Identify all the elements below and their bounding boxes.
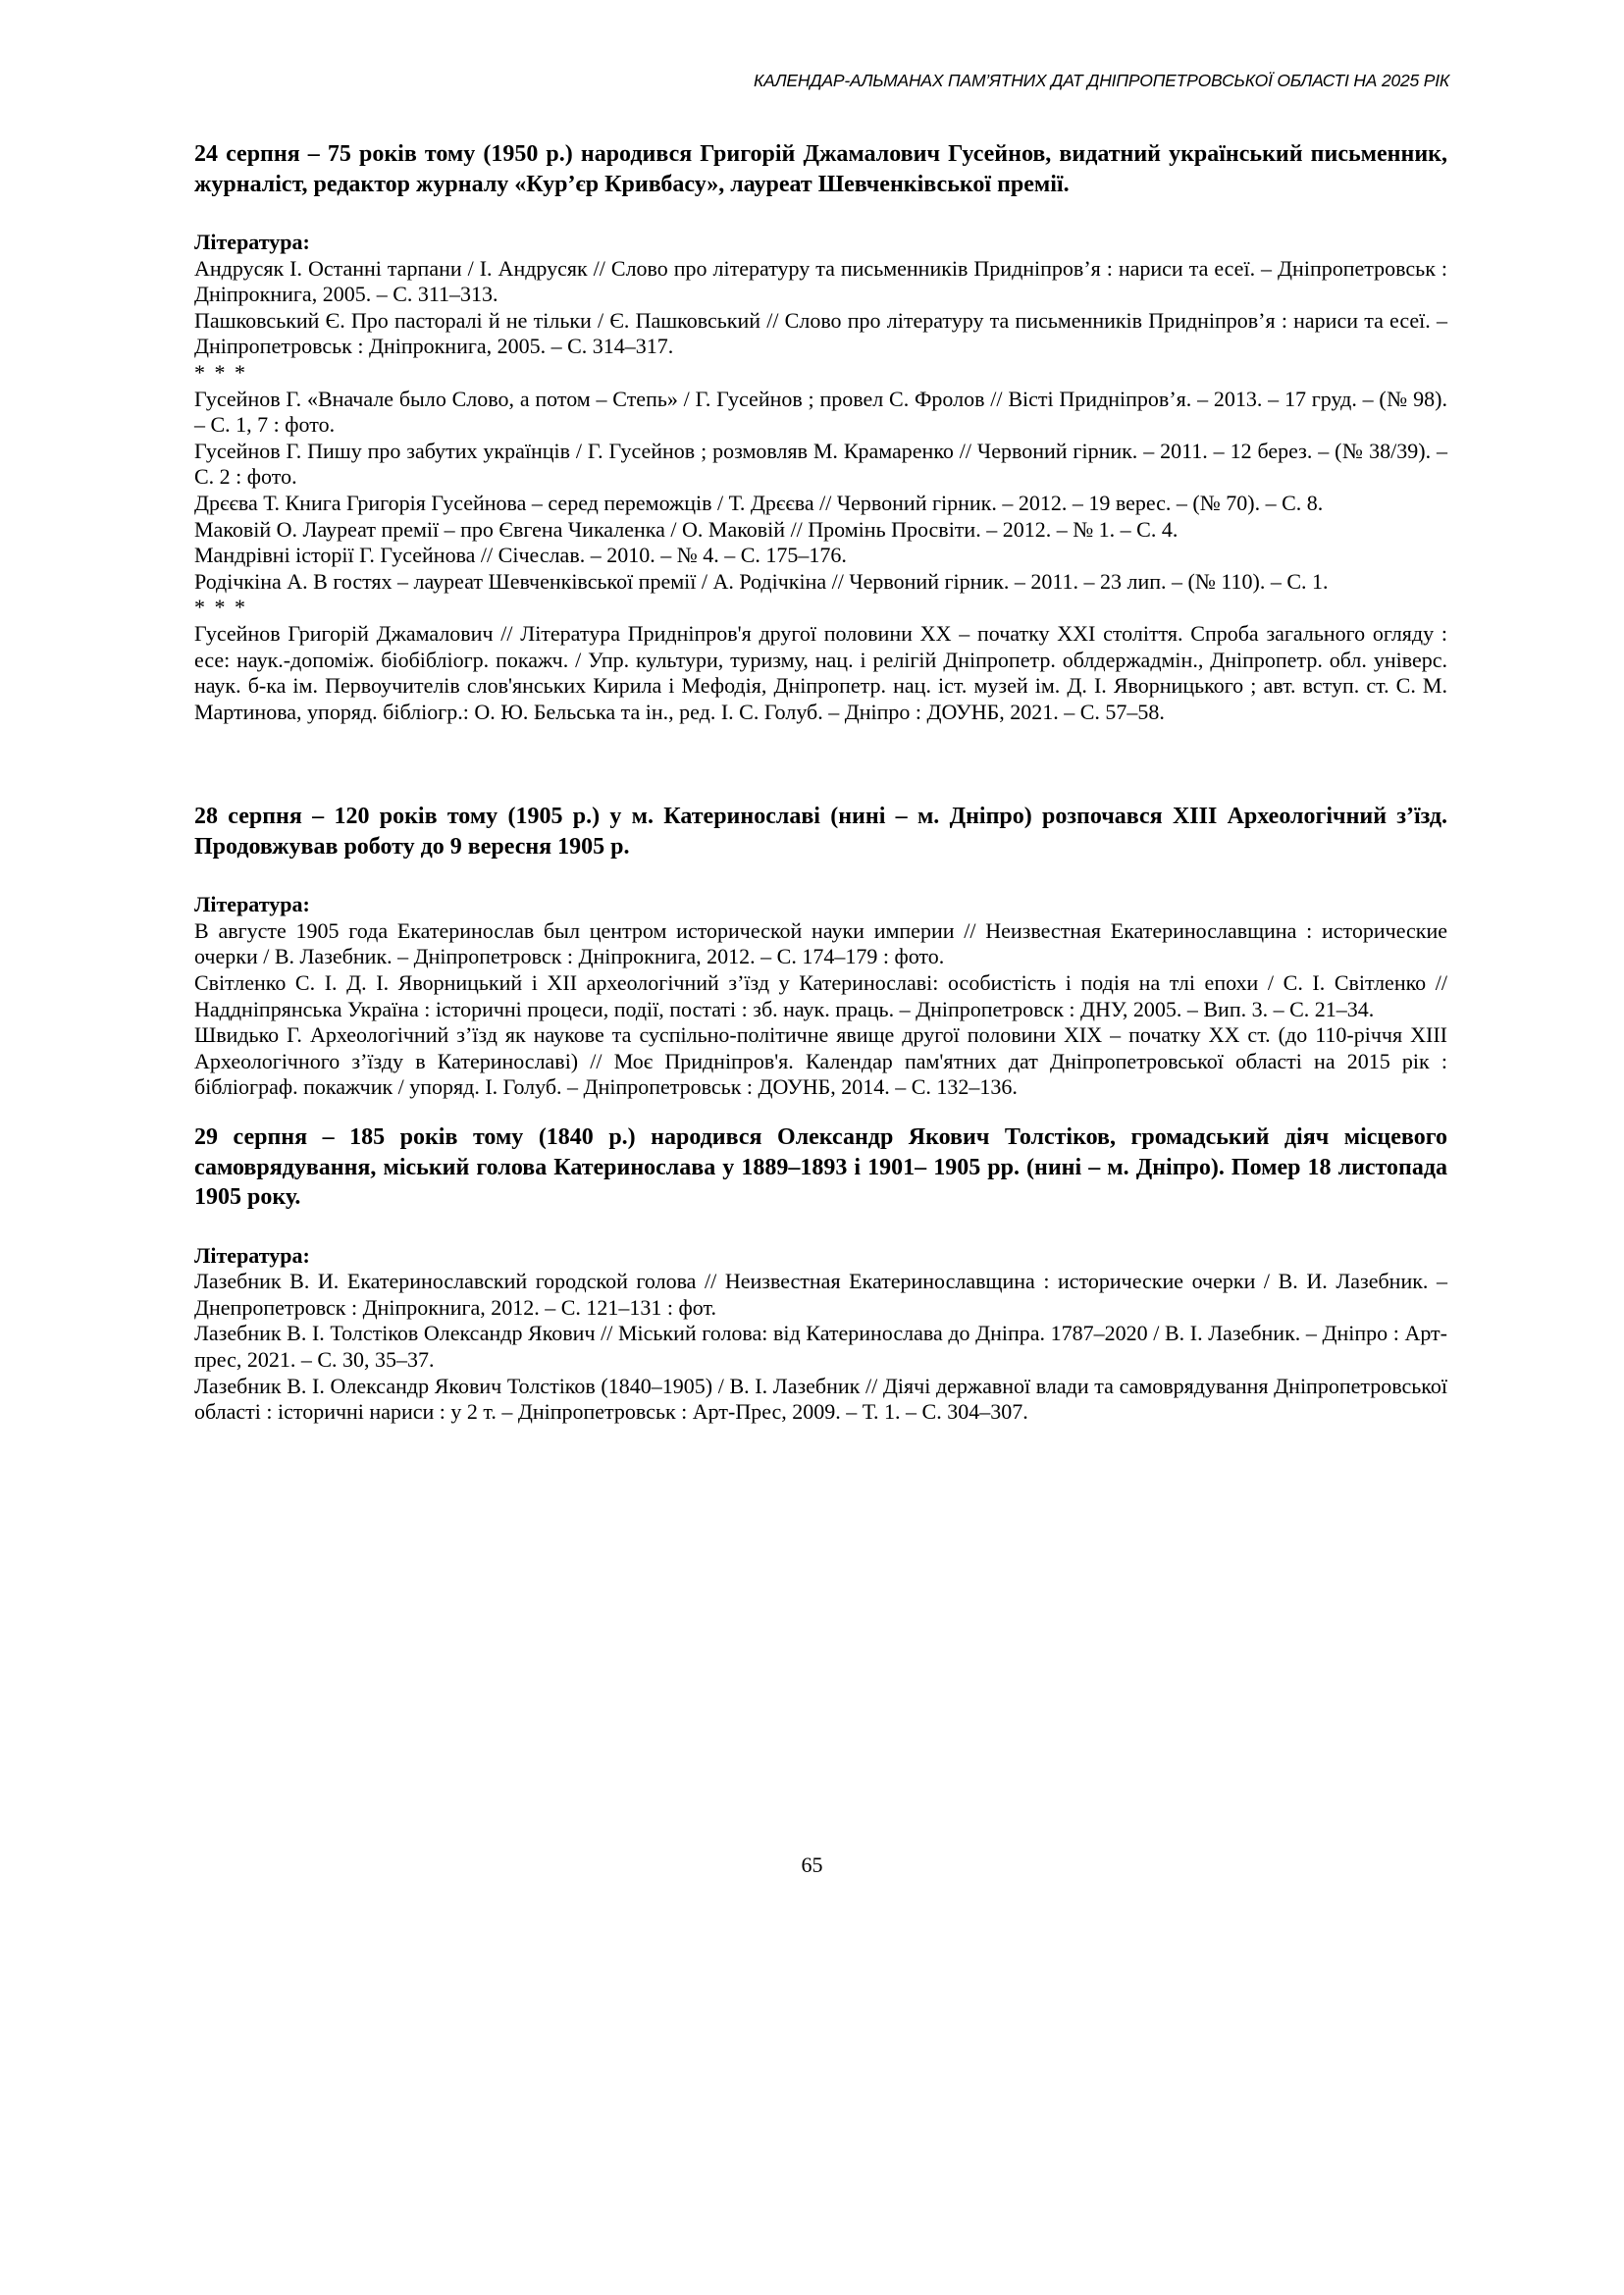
reference-item: Андрусяк І. Останні тарпани / І. Андрусяк // Слово про літературу та письменників Придніпров’я : нариси та есеї. – Дніпропетровськ : Дніпрокнига, 2005. – С. 311–313. xyxy=(194,255,1447,307)
running-header: КАЛЕНДАР-АЛЬМАНАХ ПАМ’ЯТНИХ ДАТ ДНІПРОПЕТРОВСЬКОЇ ОБЛАСТІ НА 2025 РІК xyxy=(754,71,1449,90)
reference-item: Гусейнов Григорій Джамалович // Література Придніпров'я другої половини ХХ – початку ХХІ століття. Спроба загального огляду : есе: наук.-допоміж. біобібліогр. покажч. / Упр. культури, туризму, нац. і релігій Дніпропетр. облдержадмін., Дніпропетр. обл. універс. наук. б-ка ім. Первоучителів слов'янських Кирила і Мефодія, Дніпропетр. нац. іст. музей ім. Д. І. Яворницького ; авт. вступ. ст. С. М. Мартинова, упоряд. бібліогр.: О. Ю. Бельська та ін., ред. І. С. Голуб. – Дніпро : ДОУНБ, 2021. – С. 57–58. xyxy=(194,620,1447,724)
separator-asterisks: * * * xyxy=(194,359,247,385)
reference-item: Світленко С. І. Д. І. Яворницький і XII археологічний з’їзд у Катеринославі: особистість і подія на тлі епохи / С. І. Світленко // Наддніпрянська Україна : історичні процеси, події, постаті : зб. наук. праць. – Дніпропетровск : ДНУ, 2005. – Вип. 3. – С. 21–34. xyxy=(194,970,1447,1021)
page-content xyxy=(194,139,1447,1426)
reference-item: В августе 1905 года Екатеринослав был центром исторической науки империи // Неизвестная Екатеринославщина : исторические очерки / В. Лазебник. – Дніпропетровск : Дніпрокнига, 2012. – С. 174–179 : фото. xyxy=(194,917,1447,969)
entry-guseinov xyxy=(194,139,1447,725)
reference-item: Лазебник В. І. Олександр Якович Толстіков (1840–1905) / В. І. Лазебник // Діячі державної влади та самоврядування Дніпропетровської області : історичні нариси : у 2 т. – Дніпропетровськ : Арт-Прес, 2009. – Т. 1. – С. 304–307. xyxy=(194,1373,1447,1425)
event-heading: 29 серпня – 185 років тому (1840 р.) народився Олександр Якович Толстіков, громадський діяч місцевого самоврядування, міський голова Катеринослава у 1889–1893 і 1901– 1905 рр. (нині – м. Дніпро). Помер 18 листопада 1905 року. xyxy=(194,1124,1447,1211)
literature-label: Література: xyxy=(194,1242,310,1268)
event-heading: 24 серпня – 75 років тому (1950 р.) народився Григорій Джамалович Гусейнов, видатний український письменник, журналіст, редактор журналу «Кур’єр Кривбасу», лауреат Шевченківської премії. xyxy=(194,141,1447,197)
separator-asterisks: * * * xyxy=(194,595,247,620)
reference-item: Родічкіна А. В гостях – лауреат Шевченківської премії / А. Родічкіна // Червоний гірник. – 2011. – 23 лип. – (№ 110). – С. 1. xyxy=(194,568,1329,594)
reference-item: Маковій О. Лауреат премії – про Євгена Чикаленка / О. Маковій // Промінь Просвіти. – 2012. – № 1. – С. 4. xyxy=(194,516,1179,542)
reference-item: Пашковський Є. Про пасторалі й не тільки / Є. Пашковський // Слово про літературу та письменників Придніпров’я : нариси та есеї. – Дніпропетровськ : Дніпрокнига, 2005. – С. 314–317. xyxy=(194,307,1447,359)
page-number: 65 xyxy=(801,1852,823,1877)
reference-item: Гусейнов Г. Пишу про забутих українців / Г. Гусейнов ; розмовляв М. Крамаренко // Червоний гірник. – 2011. – 12 берез. – (№ 38/39). – С. 2 : фото. xyxy=(194,438,1447,490)
reference-item: Лазебник В. И. Екатеринославский городской голова // Неизвестная Екатеринославщина : исторические очерки / В. И. Лазебник. – Днепропетровск : Дніпрокнига, 2012. – С. 121–131 : фот. xyxy=(194,1269,1447,1320)
event-heading: 28 серпня – 120 років тому (1905 р.) у м. Катеринославі (нині – м. Дніпро) розпочався XIII Археологічний з’їзд. Продовжував роботу до 9 вересня 1905 р. xyxy=(194,804,1447,860)
literature-label: Література: xyxy=(194,230,310,254)
reference-item: Мандрівні історії Г. Гусейнова // Січеслав. – 2010. – № 4. – С. 175–176. xyxy=(194,543,847,568)
reference-item: Дрєєва Т. Книга Григорія Гусейнова – серед переможців / Т. Дрєєва // Червоний гірник. – 2012. – 19 верес. – (№ 70). – С. 8. xyxy=(194,490,1324,515)
reference-item: Швидько Г. Археологічний з’їзд як наукове та суспільно-політичне явище другої половини XIX – початку XX ст. (до 110-річчя XIII Археологічного з’їзду в Катеринославі) // Моє Придніпров'я. Календар пам'ятних дат Дніпропетровської області на 2015 рік : бібліограф. покажчик / упоряд. І. Голуб. – Дніпропетровськ : ДОУНБ, 2014. – С. 132–136. xyxy=(194,1022,1447,1100)
reference-item: Гусейнов Г. «Вначале было Слово, а потом – Степь» / Г. Гусейнов ; провел С. Фролов // Вісті Придніпров’я. – 2013. – 17 груд. – (№ 98). – С. 1, 7 : фото. xyxy=(194,386,1447,438)
entry-archaeological-congress xyxy=(194,802,1447,1101)
reference-item: Лазебник В. І. Толстіков Олександр Якович // Міський голова: від Катеринослава до Дніпра. 1787–2020 / В. І. Лазебник. – Дніпро : Арт-прес, 2021. – С. 30, 35–37. xyxy=(194,1321,1447,1372)
entry-tolstikov xyxy=(194,1122,1447,1426)
literature-label: Література: xyxy=(194,892,310,917)
